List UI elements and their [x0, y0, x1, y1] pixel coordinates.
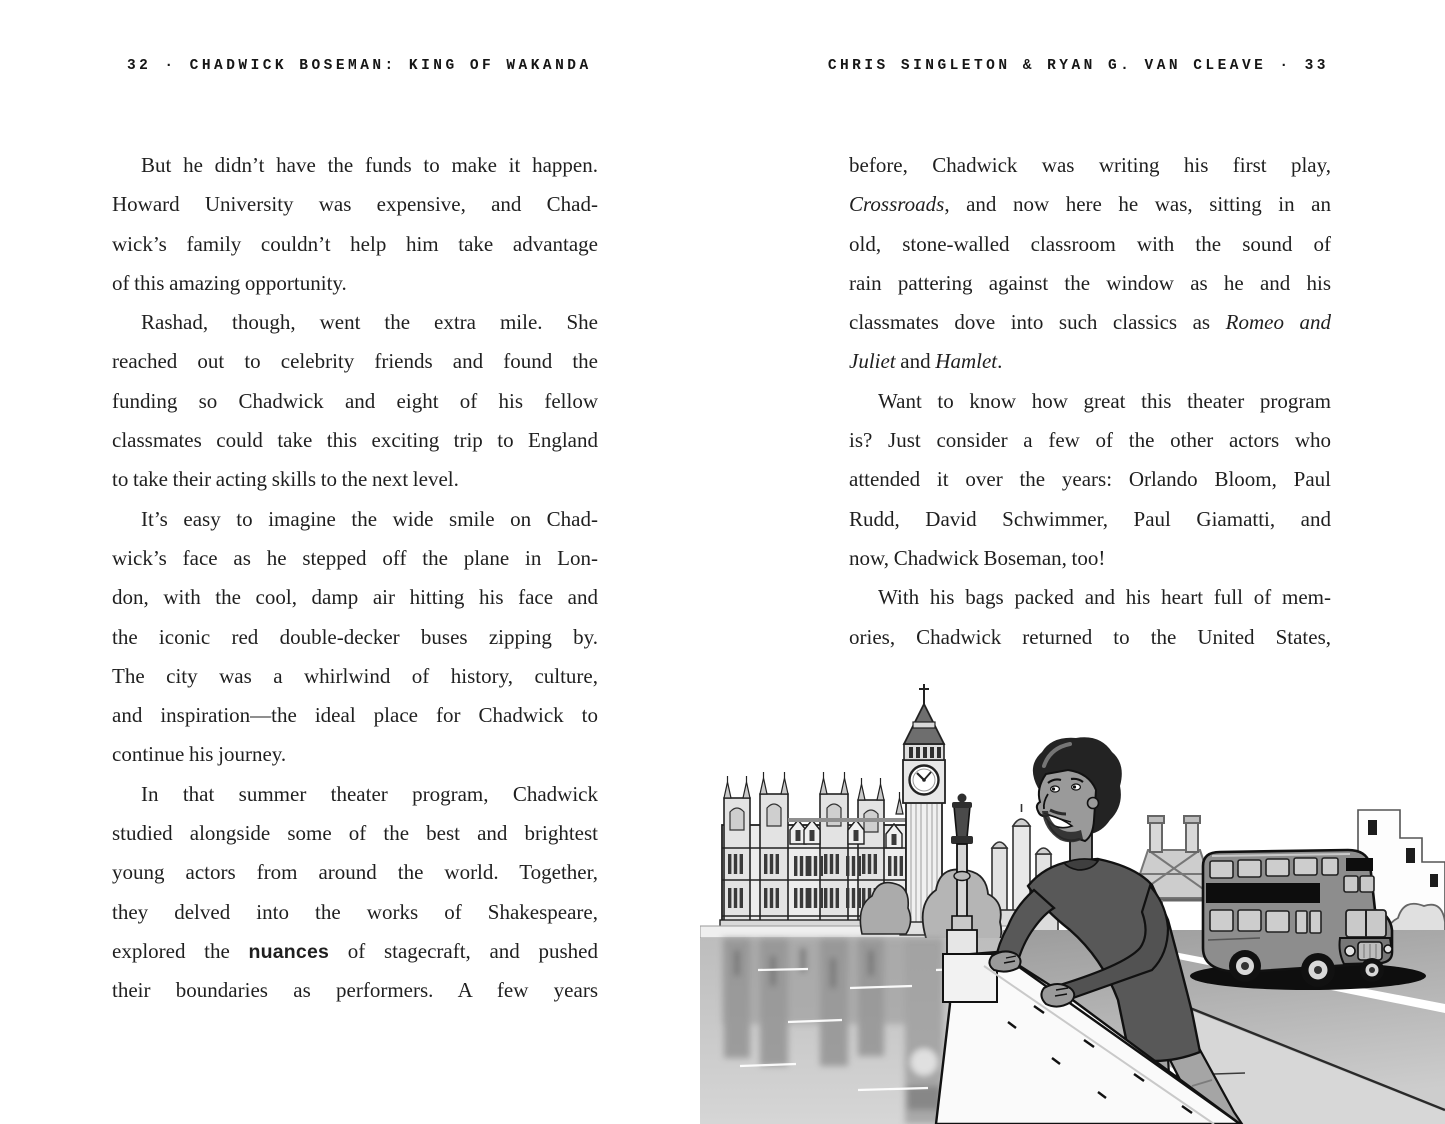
text-line — [112, 500, 598, 539]
text-line — [112, 893, 598, 932]
body-text: It’s easy to imagine the wide smile on Chad- — [141, 506, 598, 531]
text-line — [112, 814, 598, 853]
body-text: classmates dove into such classics as — [849, 310, 1226, 335]
text-line — [849, 264, 1331, 303]
body-text: In that summer theater program, Chadwick — [141, 781, 598, 806]
body-text: young actors from around the world. Together, — [112, 860, 598, 885]
body-text: studied alongside some of the best and brightest — [112, 821, 598, 846]
body-text: explored the — [112, 938, 249, 963]
body-text: of this amazing opportunity. — [112, 270, 347, 295]
left-page-number: 32 — [127, 58, 152, 74]
body-text: The city was a whirlwind of history, culture, — [112, 663, 598, 688]
right-page-text — [849, 146, 1331, 657]
body-text: Howard University was expensive, and Chad- — [112, 192, 598, 217]
body-text: and — [895, 349, 936, 374]
body-text: of stagecraft, and pushed — [329, 938, 598, 963]
body-text: rain pattering against the window as he and his — [849, 270, 1331, 295]
text-line — [112, 618, 598, 657]
text-line — [112, 185, 598, 224]
body-text: attended it over the years: Orlando Bloom, Paul — [849, 467, 1331, 492]
text-line — [112, 146, 598, 185]
body-text: continue his journey. — [112, 742, 287, 767]
body-text: Rashad, though, went the extra mile. She — [141, 310, 598, 335]
vocabulary-word: nuances — [248, 940, 330, 963]
text-line — [112, 264, 598, 303]
text-line — [112, 421, 598, 460]
text-line — [849, 618, 1331, 657]
text-line — [112, 775, 598, 814]
text-line — [849, 303, 1331, 342]
body-text: to take their acting skills to the next level. — [112, 467, 459, 492]
text-line — [849, 460, 1331, 499]
text-line — [112, 225, 598, 264]
body-text: classmates could take this exciting trip to England — [112, 428, 598, 453]
text-line — [112, 303, 598, 342]
body-text: funding so Chadwick and eight of his fellow — [112, 388, 598, 413]
text-line — [849, 225, 1331, 264]
text-line — [112, 971, 598, 1010]
double-decker-bus — [1203, 850, 1392, 987]
body-text: . — [997, 349, 1003, 374]
header-separator-dot: · — [1279, 58, 1292, 74]
italic-title-text: Juliet — [849, 349, 896, 374]
italic-title-text: Crossroads — [849, 192, 945, 217]
text-line — [112, 735, 598, 774]
text-line — [112, 696, 598, 735]
text-line — [112, 932, 598, 971]
authors-names: CHRIS SINGLETON & RYAN G. VAN CLEAVE — [827, 58, 1267, 74]
bus-destination-sign — [1346, 858, 1373, 871]
text-line — [112, 382, 598, 421]
body-text: old, stone-walled classroom with the sound of — [849, 231, 1331, 256]
text-line — [849, 382, 1331, 421]
body-text: Want to know how great this theater program — [878, 388, 1331, 413]
body-text: With his bags packed and his heart full of mem- — [878, 585, 1331, 610]
body-text: wick’s family couldn’t help him take advantage — [112, 231, 598, 256]
body-text: ories, Chadwick returned to the United States, — [849, 624, 1331, 649]
body-text: they delved into the works of Shakespeare, — [112, 899, 598, 924]
text-line — [849, 500, 1331, 539]
text-line — [112, 657, 598, 696]
text-line — [849, 539, 1331, 578]
body-text: is? Just consider a few of the other actors who — [849, 428, 1331, 453]
text-line — [849, 146, 1331, 185]
body-text: and inspiration—the ideal place for Chadwick to — [112, 703, 598, 728]
text-line — [112, 460, 598, 499]
body-text: But he didn’t have the funds to make it happen. — [141, 153, 598, 177]
body-text: , and now here he was, sitting in an — [944, 192, 1331, 217]
text-line — [112, 342, 598, 381]
london-illustration — [700, 670, 1445, 1124]
text-line — [112, 578, 598, 617]
text-line — [112, 539, 598, 578]
left-page-text — [112, 146, 598, 1011]
bus-ad-band — [1206, 883, 1320, 903]
left-running-head — [127, 58, 592, 74]
italic-title-text: Hamlet — [935, 349, 998, 374]
text-line — [112, 853, 598, 892]
body-text: wick’s face as he stepped off the plane in Lon- — [112, 545, 598, 570]
text-line — [849, 185, 1331, 224]
text-line — [849, 578, 1331, 617]
left-book-title: CHADWICK BOSEMAN: KING OF WAKANDA — [189, 58, 592, 74]
header-separator-dot: · — [164, 58, 177, 74]
body-text: reached out to celebrity friends and found the — [112, 349, 598, 374]
right-page-number: 33 — [1304, 58, 1329, 74]
body-text: Rudd, David Schwimmer, Paul Giamatti, and — [849, 506, 1331, 531]
body-text: their boundaries as performers. A few years — [112, 978, 598, 1003]
text-line — [849, 342, 1331, 381]
london-scene-svg — [700, 670, 1445, 1124]
body-text: the iconic red double-decker buses zipping by. — [112, 624, 598, 649]
body-text: don, with the cool, damp air hitting his face and — [112, 585, 598, 610]
body-text: now, Chadwick Boseman, too! — [849, 545, 1106, 570]
text-line — [849, 421, 1331, 460]
italic-title-text: Romeo and — [1225, 310, 1331, 335]
body-text: before, Chadwick was writing his first play, — [849, 153, 1331, 177]
right-running-head — [828, 58, 1329, 74]
